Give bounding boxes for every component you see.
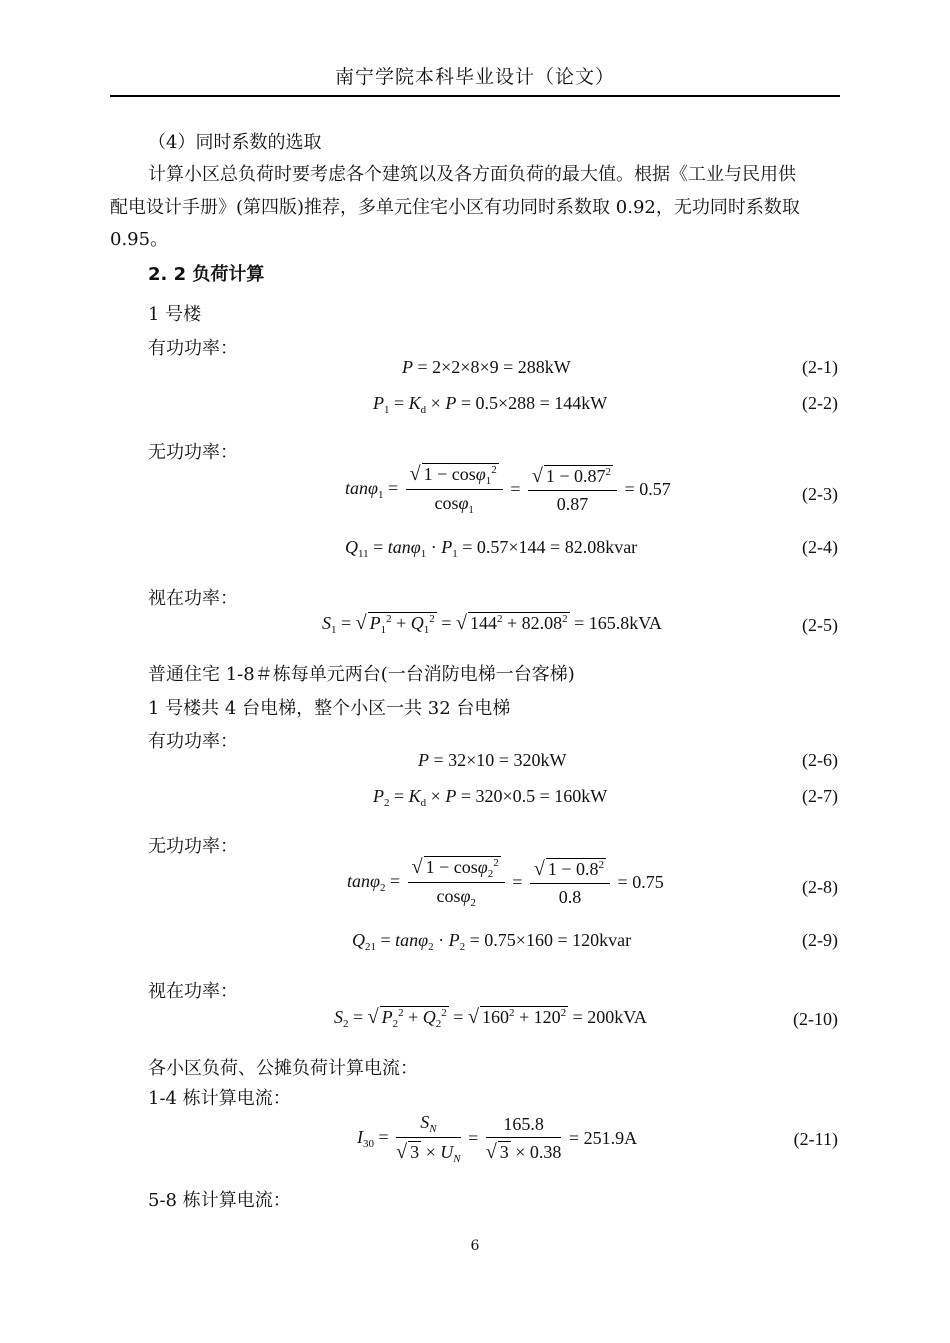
building-1-title: 1 号楼 bbox=[148, 304, 202, 325]
section-4-heading: （4）同时系数的选取 bbox=[148, 132, 322, 153]
active-power-label: 有功功率： bbox=[148, 731, 238, 752]
equation-number: (2-3) bbox=[802, 484, 838, 504]
equation-2-6: P = 32×10 = 320kW bbox=[418, 750, 567, 770]
equation-2-8: tanφ$_2$ = $\frac{√ 1 - \cos\varphi_2^2}{\cos\varphi_2}$ = $\frac{√ 1 - 0.8^2}{0.8}$ = 0.75 bbox=[347, 856, 664, 909]
header-rule bbox=[110, 95, 840, 97]
equation-number: (2-2) bbox=[802, 393, 838, 413]
equation-2-3: tanφ$_1$ = $\frac{√ 1 - \cos\varphi_1^2}{\cos\varphi_1}$ = $\frac{√ 1 - 0.87^2}{0.87}$ = 0.57 bbox=[345, 463, 671, 516]
equation-number: (2-4) bbox=[802, 537, 838, 557]
equation-2-7: $P_2 = K_d \times P = 320\times 0.5 = 160kW$ bbox=[373, 786, 608, 809]
paragraph-line: 0.95。 bbox=[110, 229, 169, 250]
equation-2-1: P = 2×2×8×9 = 288kW bbox=[402, 357, 571, 377]
paragraph-line: 配电设计手册》(第四版)推荐，多单元住宅小区有功同时系数取 0.92，无功同时系数取 bbox=[110, 197, 800, 218]
equation-number: (2-8) bbox=[802, 877, 838, 897]
equation-number: (2-11) bbox=[793, 1129, 838, 1149]
current-label-1-4: 1-4 栋计算电流： bbox=[148, 1088, 291, 1109]
equation-2-4: $Q_{11} = \tan\varphi_1 \cdot P_1 = 0.57\times 144$ = 82.08kvar bbox=[345, 537, 638, 560]
equation-number: (2-6) bbox=[802, 750, 838, 770]
equation-2-9: $Q_{21} = \tan\varphi_2 \cdot P_2 = 0.75\times 160$ = 120kvar bbox=[352, 930, 632, 953]
reactive-power-label: 无功功率： bbox=[148, 442, 238, 463]
equation-2-10: $S_2$ = √ $P_2^2 + Q_2^2$ = √ $160^2 + 120^2 = 200kVA$ bbox=[334, 1006, 647, 1030]
equation-2-11: $I_{30}$ = $\frac{S_N}{√ 3 \times U_N}$ = $\frac{165.8}{√ 3 \times 0.38}$ = 251.9A bbox=[357, 1112, 638, 1165]
equation-number: (2-10) bbox=[793, 1009, 838, 1029]
current-label-5-8: 5-8 栋计算电流： bbox=[148, 1190, 291, 1211]
reactive-power-label: 无功功率： bbox=[148, 836, 238, 857]
elevator-count: 1 号楼共 4 台电梯，整个小区一共 32 台电梯 bbox=[148, 698, 511, 719]
paragraph-line: 计算小区总负荷时要考虑各个建筑以及各方面负荷的最大值。根据《工业与民用供 bbox=[148, 164, 796, 185]
apparent-power-label: 视在功率： bbox=[148, 588, 238, 609]
current-intro: 各小区负荷、公摊负荷计算电流： bbox=[148, 1058, 418, 1079]
equation-number: (2-1) bbox=[802, 357, 838, 377]
apparent-power-label: 视在功率： bbox=[148, 981, 238, 1002]
equation-2-2: $P_1 = K_d \times P = 0.5\times 288 = 144kW$ bbox=[373, 393, 608, 416]
section-2-2-heading: 2. 2 负荷计算 bbox=[148, 264, 265, 285]
active-power-label: 有功功率： bbox=[148, 338, 238, 359]
equation-number: (2-7) bbox=[802, 786, 838, 806]
page-number: 6 bbox=[470, 1238, 480, 1254]
page-header: 南宁学院本科毕业设计（论文） bbox=[334, 66, 615, 88]
equation-2-5: $S_1$ = √ $P_1^2 + Q_1^2$ = √ $144^2 + 82.08^2 = 165.8kVA$ bbox=[322, 612, 662, 636]
equation-number: (2-9) bbox=[802, 930, 838, 950]
elevator-note: 普通住宅 1-8＃栋每单元两台(一台消防电梯一台客梯) bbox=[148, 664, 575, 685]
equation-number: (2-5) bbox=[802, 615, 838, 635]
